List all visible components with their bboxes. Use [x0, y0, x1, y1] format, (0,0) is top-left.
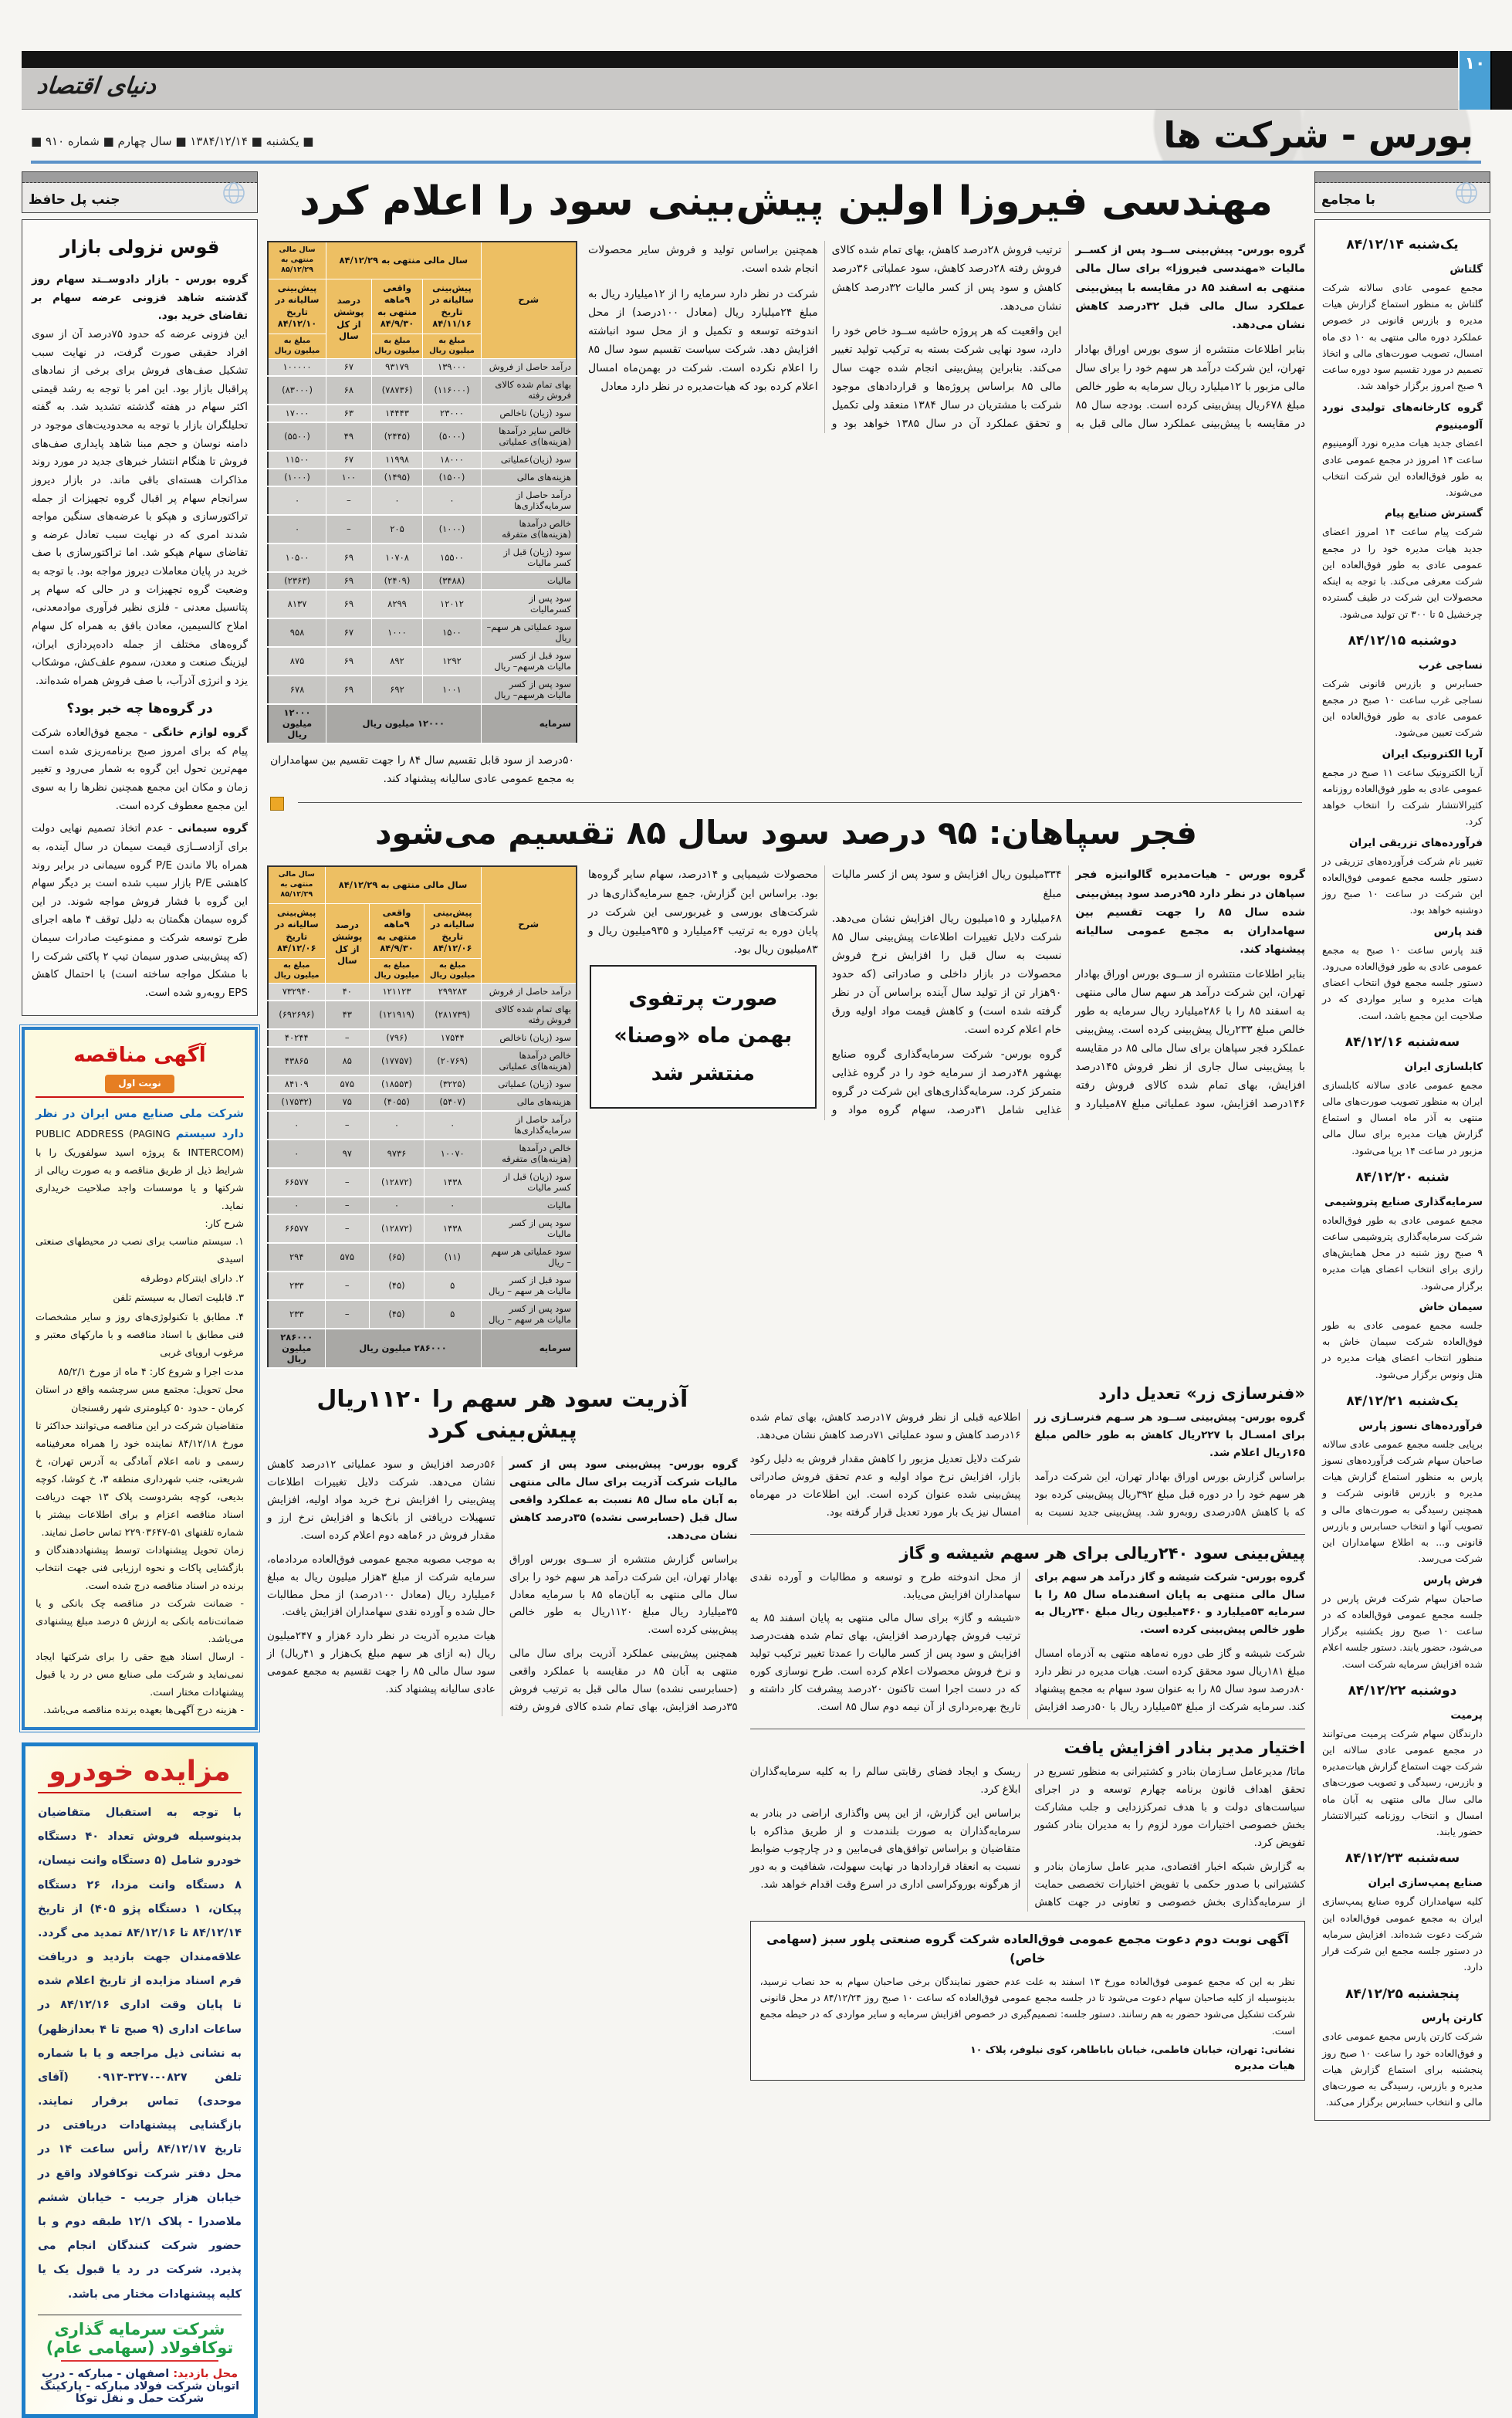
group-note: گروه لوازم خانگی - مجمع فوق‌العاده شرکت پیام که برای امروز صبح برنامه‌ریزی شده است مهم‌ترین تحول این گروه به شمار می‌رود و تغییر زمان و مکان این مجمع همچنین نظرها را به سوی این مجمع معطوف کرده است.: [32, 726, 248, 812]
sidebar-date-header: یک‌شنبه ۸۴/۱۲/۱۴: [1346, 237, 1459, 252]
sidebar-company-name: آریا الکترونیک ایران: [1382, 747, 1483, 760]
content-grid: [0, 171, 1512, 2418]
table-row: درآمد حاصل از فروش ۱۳۹۰۰۰ ۹۳۱۷۹ ۶۷ ۱۰۰۰۰۰: [268, 358, 577, 376]
sidebar-item: [1322, 399, 1483, 501]
polour-body: نظر به این که مجمع عمومی فوق‌العاده مورخ ۱۳ اسفند به علت عدم حضور نمایندگان برخی صاحبان سهام به حد نصاب نرسید، بدینوسیله از کلیه صاحبان سهام دعوت می‌شود تا در جلسه مجمع عمومی فوق‌العاده که ساعت ۱۰ صبح روز ۸۴/۱۲/۲۴ در محل قانونی شرکت تشکیل می‌شود حضور به هم رسانند. دستور جلسه: تصمیم‌گیری در خصوص افزایش سرمایه و سایر مواردی که در حیطه مجمع است.: [759, 1975, 1296, 2037]
azarit-article: [267, 1456, 738, 1716]
shisheh-lede: گروه بورس- شرکت شیشه و گاز درآمد هر سهم برای سال مالی منتهی به پایان اسفندماه سال ۸۵ را با سرمایه ۵۳میلیارد و ۴۶۰میلیون ریال مبلغ ۲۴۰ریال به طور خالص پیش‌بینی کرده است.: [1034, 1570, 1305, 1637]
col-actual-9m: واقعی ۹ماهه منتهی به ۸۴/۹/۳۰: [369, 903, 424, 958]
auction-ad: [22, 1742, 258, 2418]
sidebar-company-name: گلتاش: [1449, 262, 1483, 276]
fajr-row: [267, 865, 1305, 1369]
table-row: سود عملیاتی هر سهم – ریال (۱۱) (۶۵) ۵۷۵ ۲۹۴: [268, 1243, 577, 1272]
article-paragraph: شرکت دلایل تعدیل مزبور را کاهش مقدار فروش به دلیل رکود بازار، افزایش نرخ مواد اولیه و عدم تحقق فروش صادراتی پیش‌بینی شده عنوان کرده است. این اطلاعات در مهرماه امسال نیز یک بار مورد تعدیل قرار گرفته بود.: [749, 1452, 1021, 1519]
sidebar-item-text: حسابرس و بازرس قانونی شرکت نساجی غرب ساعت ۱۰ صبح در مجمع عمومی عادی به طور فوق‌العاده این شرکت تعیین می‌شود.: [1322, 677, 1483, 739]
sidebar-item-text: آریا الکترونیک ساعت ۱۱ صبح در مجمع عمومی عادی به طور فوق‌العاده روزنامه کثیرالانتشار شرکت را انتخاب خواهد کرد.: [1322, 766, 1483, 828]
article-paragraph: این فزونی عرضه که حدود ۷۵درصد آن از سوی افراد حقیقی صورت گرفت، در نهایت سبب تشکیل صف‌های فروش برای برخی از نمادهای پراقبال بازار بود. این امر با توجه به رشد قیمتی اکثر سهام در هفته گذشته تشدید شد. به گفته تحلیلگران بازار با توجه به محدودیت‌های موجود در دامنه نوسان و حجم مبنا شاهد پایداری صف‌های فروش تا هنگام انتشار خبرهای جدید در مورد روند مذاکرات هسته‌ای باقی ماند. در بازار دیروز سرانجام سهام پر اقبال گروه تجهیزات از جمله تراکتورسازی و هپکو با عرضه‌های سنگین مواجه شدند امری که در نهایت سبب تعادل عرضه و تقاضای سهام هپکو شد. اما تراکتورسازی با صف خرید در پایان معاملات دیروز مواجه بود. با توجه به وضعیت گروه تجهیزات و در حالی که سهام پر پتانسیل معدنی - فلزی نظیر فرآوری موادمعدنی، املاح کالسیمین، معادن بافق به همراه کل سهام گروه‌های مختلف از جمله داده‌پردازی ایران، لیزینگ صنعت و معدن، سموم علف‌کش، موشکاب یزد و انرژی آذرآب، با صف فروش همراه شده‌اند.: [32, 327, 248, 687]
tender-intro: PUBLIC ADDRESS (PAGING & INTERCOM) پروژه اسید سولفوریک را با شرایط ذیل از طریق مناقصه و به صورت ریالی از شرکتها و یا موسسات واجد صلاحیت خریداری نماید.: [36, 1128, 244, 1213]
sidebar-company-name: نساجی غرب: [1418, 659, 1483, 672]
firooza-lede: گروه بورس- پیش‌بینی ســود پس از کســر مالیات «مهندسی فیروزا» برای سال مالی منتهی به اسفند ۸۵ در مقایسه با پیش‌بینی عملکرد سال مالی قبل ۳۲درصد کاهش نشان می‌دهد.: [1075, 244, 1305, 331]
article-paragraph: ماتا/ مدیرعامل سـازمان بنادر و کشتیرانی به منظور تسریع در تحقق اهداف قانون برنامه چهارم توسعه و در اجرای سیاست‌های دولت و با هدف تمرکززدایی و جلب مشارکت بخش خصوصی اختیارات مورد لزوم را به مدیران بنادر کشور تفویض کرد.: [1034, 1766, 1305, 1849]
sidebar-company-name: سرمایه‌گذاری صنایع پتروشیمی: [1324, 1195, 1483, 1208]
dateline: ■ یکشنبه ■ ۱۳۸۴/۱۲/۱۴ ■ سال چهارم ■ شماره ۹۱۰ ■: [31, 134, 314, 148]
section-title: بورس - شرکت ها: [1155, 114, 1481, 156]
article-paragraph: «شیشه و گاز» برای سال مالی منتهی به پایان اسفند ۸۵ به ترتیب فروش چهاردرصد افزایش، بهای تمام شده هفت‌درصد افزایش و سود پس از کسر مالیات را عمدتا تغییر ترکیب تولید و نرخ فروش محصولات اعلام کرده است. طرح نوسازی کوره که در دست اجرا است تاکنون ۲۰درصد پیشرفت کار داشته و تاریخ بهره‌برداری از آن نیمه دوم سال ۸۵ است.: [749, 1612, 1021, 1714]
sidebar-date-header: سه‌شنبه ۸۴/۱۲/۱۶: [1345, 1034, 1460, 1050]
sidebar-company-name: پرمیت: [1450, 1709, 1483, 1722]
table-row: سود (زیان) قبل از کسر مالیات ۱۵۵۰۰ ۱۰۷۰۸ ۶۹ ۱۰۵۰۰: [268, 544, 577, 572]
sidebar-company-name: کارتن پارس: [1421, 2012, 1483, 2025]
sidebar-item: [1322, 2010, 1483, 2110]
sidebar-company-name: کابلسازی ایران: [1404, 1060, 1483, 1073]
page-number: ۱۰: [1460, 51, 1492, 110]
sidebar-item-text: صاحبان سهام شرکت فرش پارس در جلسه مجمع عمومی فوق‌العاده که در ساعت ۱۰ صبح روز یکشنبه برگزار می‌شود، حضور یابند. دستور جلسه اعلام شده افزایش سرمایه شرکت است.: [1322, 1592, 1483, 1670]
sidebar-date-header: دوشنبه ۸۴/۱۲/۲۲: [1348, 1682, 1457, 1698]
polour-ad: [750, 1921, 1305, 2081]
table-row: بهای تمام شده کالای فروش رفته (۱۱۶۰۰۰) (۷۸۷۳۶) ۶۸ (۸۳۰۰۰): [268, 376, 577, 405]
sidebar-item-text: کلیه سهامداران گروه صنایع پمپ‌سازی ایران به مجمع عمومی فوق‌العاده این شرکت دعوت شده‌اند. افزایش سرمایه در دستور جلسه مجمع این شرکت قرار دارد.: [1322, 1895, 1483, 1973]
table-row: هزینه‌های مالی (۵۴۰۷) (۴۰۵۵) ۷۵ (۱۷۵۳۲): [268, 1093, 577, 1111]
table-row: درآمد حاصل از سرمایه‌گذاری‌ها ۰ ۰ – ۰: [268, 1111, 577, 1140]
sidebar-item-text: شرکت کارتن پارس مجمع عمومی عادی و فوق‌العاده خود را ساعت ۱۰ صبح روز پنجشنبه برای استماع گزارش هیات مدیره و بازرس، رسیدگی به صورت‌های مالی و انتخاب حسابرس برگزار می‌کند.: [1322, 2030, 1483, 2108]
article-paragraph: شرکت شیشه و گاز طی دوره نه‌ماهه منتهی به آذرماه امسال مبلغ ۱۸۱ریال سود محقق کرده است. هیات مدیره در نظر دارد ۸۰درصد سود سال ۸۵ را به عنوان سود سهام به مجمع پیشنهاد کند. سرمایه شرکت از مبلغ ۵۳میلیارد ریال با ۵۰درصد افزایش از محل اندوخته طرح و توسعه و مطالبات و آورده نقدی سهامداران افزایش می‌یابد.: [749, 1570, 1306, 1714]
tender-scope-label: شرح کار:: [205, 1218, 244, 1231]
sidebar-date-header: سه‌شنبه ۸۴/۱۲/۲۳: [1345, 1851, 1460, 1867]
masthead-black-bar: [22, 51, 1458, 68]
fiscal-group-84: سال مالی منتهی به ۸۴/۱۲/۲۹: [326, 242, 481, 279]
tender-scope-item: ۲. دارای اینترکام دوطرفه: [140, 1273, 244, 1285]
top-bar: [0, 51, 1512, 110]
polour-title: آگهی نوبت دوم دعوت مجمع عمومی فوق‌العاده شرکت گروه صنعتی پلور سبز (سهامی خاص): [766, 1931, 1289, 1966]
bottom-right-group: [750, 1380, 1305, 2081]
rule: [750, 1534, 1305, 1535]
sidebar-item: [1322, 1299, 1483, 1383]
tender-round-badge: نوبت اول: [105, 1075, 174, 1093]
globe-icon: [1451, 181, 1482, 205]
rule: [36, 1096, 244, 1098]
sidebar-item-text: اعضای جدید هیات مدیره نورد آلومینیوم ساعت ۱۴ امروز در مجمع عمومی عادی به طور فوق‌العاده این شرکت انتخاب می‌شوند.: [1322, 437, 1483, 499]
sidebar-item-text: برپایی جلسه مجمع عمومی عادی سالانه صاحبان سهام شرکت فرآورده‌های نسوز پارس به منظور استماع گزارش هیات مدیره و بازرس قانونی شرکت و همچنین رسیدگی به صورت‌های مالی و تصویب آنها و انتخاب حسابرس و بازرس قانونی و... به اطلاع سهامداران این شرکت می‌رسد.: [1322, 1438, 1483, 1565]
sidebar-item-text: جلسه مجمع عمومی عادی به طور فوق‌العاده شرکت سیمان خاش به منظور انتخاب اعضای هیات مدیره در هتل ونوس برگزار می‌شود.: [1322, 1319, 1483, 1380]
col-forecast-84: پیش‌بینی سالیانه در تاریخ ۸۴/۱۱/۱۶: [423, 279, 481, 334]
market-article-box: [22, 219, 258, 1016]
sidebar-item: [1322, 1572, 1483, 1672]
article-paragraph: همچنین پیش‌بینی عملکرد آذریت برای سال مالی منتهی به آبان ۸۵ در مقایسه با عملکرد واقعی (حسابرسی نشده) سال مالی قبل به ترتیب فروش ۳۵درصد افزایش، بهای تمام شده کالای فروش رفته ۵۶درصد افزایش و سود عملیاتی ۱۲درصد کاهش نشان می‌دهد. شرکت دلایل تغییرات اطلاعات پیش‌بینی را افزایش نرخ خرید مواد اولیه، افزایش تسهیلات دریافتی از بانک‌ها و افزایش نرخ ارز و مقدار فروش در ۶ماهه دوم اعلام کرده است.: [267, 1458, 738, 1714]
sidebar-date-header: پنجشنبه ۸۴/۱۲/۲۵: [1345, 1986, 1460, 2002]
market-article-lede: گروه بورس - بازار دادوســتد سهام روز گذشته شاهد فزونی عرضه سهام بر تقاضای خرید بود.: [32, 273, 248, 323]
tender-line: زمان تحویل پیشنهادات توسط پیشنهاددهندگان و بازگشایی پاکات و نحوه ارزیابی فنی جهت انتخاب برنده در اسناد مناقصه درج شده است.: [36, 1544, 244, 1592]
col-coverage: درصد پوشش از کل سال: [326, 279, 372, 358]
fanarsazi-lede: گروه بورس- پیش‌بینی ســود هر سـهم فنرسـازی زر برای امسـال با ۲۲۷ریال کاهش به طور خالص مبلغ ۱۶۵ریال اعلام شد.: [1034, 1410, 1305, 1459]
sidebar-item-text: شرکت پیام ساعت ۱۴ امروز اعضای جدید هیات مدیره خود را در مجمع عمومی عادی به طور فوق‌العاده این شرکت معرفی می‌کند. با توجه به اینکه محصولات این شرکت در طیف گسترده چرخشیل ۵ تا ۳۰۰ تن تولید می‌شود.: [1322, 526, 1483, 620]
banader-article: [750, 1763, 1305, 1912]
col-desc: شرح: [481, 866, 577, 983]
table-row: سود پس از کسر مالیات ۱۴۳۸ (۱۲۸۷۲) – ۶۶۵۷۷: [268, 1214, 577, 1243]
sidebar-date-header: شنبه ۸۴/۱۲/۲۰: [1355, 1169, 1449, 1185]
sidebar-company-name: فرش پارس: [1422, 1573, 1483, 1587]
sidebar-item: [1322, 1194, 1483, 1294]
article-paragraph: بنابر اطلاعات منتشره از سوی بورس اوراق بهادار تهران، این شرکت درآمد هر سهم خود را برای سال مالی مزبور با ۱۲میلیارد ریال سرمایه به طور خالص مبلغ ۶۷۸ریال پیش‌بینی کرده است. بودجه سال ۸۵ در مقایسه با پیش‌بینی عملکرد سال مالی قبل به ترتیب فروش ۲۸درصد کاهش، بهای تمام شده کالای فروش رفته ۲۸درصد کاهش، سود عملیاتی ۳۶درصد کاهش و سود پس از کسر مالیات ۳۲درصد کاهش نشان می‌دهد.: [831, 244, 1306, 431]
firooza-table-col: [267, 241, 577, 788]
headline-fanarsazi: «فنرسازی زر» تعدیل دارد: [1098, 1383, 1305, 1403]
table-row: سود عملیاتی هر سهم– ریال ۱۵۰۰ ۱۰۰۰ ۶۷ ۹۵۸: [268, 618, 577, 647]
headline-azarit: آذریت سود هر سهم را ۱۱۲۰ریال پیش‌بینی کرد: [316, 1385, 688, 1444]
sidebar-company-name: صنایع پمپ‌سازی ایران: [1368, 1877, 1483, 1890]
financial-table: شرح سال مالی منتهی به ۸۴/۱۲/۲۹ سال مالی منتهی به ۸۵/۱۲/۲۹ پیش‌بینی سالیانه در تاریخ ۸۴/۱۲/۰۶ واقعی ۹ماهه منتهی به ۸۴/۹/۳۰ درصد پوشش از کل سال پیش‌بینی سالیانه در تاریخ ۸۴/۱۲/۰۶ مبلغ به میلیون ریال مبلغ به میلیون ریال مبلغ به میلیون ریال درآمد حاصل از فروش ۲۹۹۲۸۳ ۱۲۱۱۲۳ ۴۰ ۷۳۲۹۴۰ بهای تمام شده کالای فروش رفته (۲۸۱۷۳۹) (۱۲۱۹۱۹) ۴۳ (۶۹۲۶۹۶) سود (زیان) ناخالص ۱۷۵۴۴ (۷۹۶) – ۴۰۲۴۴ خالص درآمدها (هزینه‌ها)ی عملیاتی (۲۰۷۶۹) (۱۷۷۵۷) ۸۵ ۴۳۸۶۵ سود (زیان) عملیاتی (۳۲۲۵) (۱۸۵۵۳) ۵۷۵ ۸۴۱۰۹ هزینه‌های مالی (۵۴۰۷) (۴۰۵۵) ۷۵ (۱۷۵۳۲) درآمد حاصل از سرمایه‌گذاری‌ها ۰ ۰ – ۰ خالص درآمدها (هزینه‌ها)ی متفرقه ۱۰۰۷۰ ۹۷۳۶ ۹۷ ۰ سود (زیان) قبل از کسر مالیات ۱۴۳۸ (۱۲۸۷۲) – ۶۶۵۷۷ مالیات ۰ ۰ – ۰ سود پس از کسر مالیات ۱۴۳۸ (۱۲۸۷۲) – ۶۶۵۷۷ سود عملیاتی هر سهم – ریال (۱۱) (۶۵) ۵۷۵ ۲۹۴ سود قبل از کسر مالیات هر سهم – ریال ۵ (۴۵) – ۲۳۳ سود پس از کسر مالیات هر سهم – ریال ۵ (۴۵) – ۲۳۳ سرمایه ۲۸۶۰۰۰ میلیون ریال ۲۸۶۰۰۰ میلیون ریال: [267, 865, 577, 1369]
col-coverage: درصد پوشش از کل سال: [325, 903, 369, 983]
capital-row: سرمایه ۱۲۰۰۰ میلیون ریال ۱۲۰۰۰ میلیون ریال: [268, 704, 577, 743]
article-paragraph: این واقعیت که هر پروژه حاشیه ســود خاص خود را دارد، سود نهایی شرکت بسته به ترکیب تولید تغییر می‌کند. بنابراین پیش‌بینی انجام شده جهت سال مالی ۸۵ براساس پروژه‌ها و قراردادهای موجود شرکت با مشتریان در سال ۱۳۸۴ منعقد ولی تکمیل و تحقق عملکرد آن در سال ۱۳۸۵ خواهد بود و همچنین براساس تولید و فروش سایر محصولات انجام شده است.: [588, 244, 1062, 431]
table-row: خالص درآمدها (هزینه‌ها)ی متفرقه ۱۰۰۷۰ ۹۷۳۶ ۹۷ ۰: [268, 1140, 577, 1168]
title-row: [0, 110, 1512, 159]
auction-company: شرکت سرمایه گذاری توکافولاد (سهامی عام): [46, 2319, 234, 2357]
table-row: سود (زیان)عملیاتی ۱۸۰۰۰ ۱۱۹۹۸ ۶۷ ۱۱۵۰۰: [268, 451, 577, 469]
financial-table: شرح سال مالی منتهی به ۸۴/۱۲/۲۹ سال مالی منتهی به ۸۵/۱۲/۲۹ پیش‌بینی سالیانه در تاریخ ۸۴/۱۱/۱۶ واقعی ۹ماهه منتهی به ۸۴/۹/۳۰ درصد پوشش از کل سال پیش‌بینی سالیانه در تاریخ ۸۴/۱۲/۱۰ مبلغ به میلیون ریال مبلغ به میلیون ریال مبلغ به میلیون ریال درآمد حاصل از فروش ۱۳۹۰۰۰ ۹۳۱۷۹ ۶۷ ۱۰۰۰۰۰ بهای تمام شده کالای فروش رفته (۱۱۶۰۰۰) (۷۸۷۳۶) ۶۸ (۸۳۰۰۰) سود (زیان) ناخالص ۲۳۰۰۰ ۱۴۴۴۳ ۶۳ ۱۷۰۰۰ خالص سایر درآمدها (هزینه‌ها)ی عملیاتی (۵۰۰۰) (۲۴۴۵) ۴۹ (۵۵۰۰) سود (زیان)عملیاتی ۱۸۰۰۰ ۱۱۹۹۸ ۶۷ ۱۱۵۰۰ هزینه‌های مالی (۱۵۰۰) (۱۴۹۵) ۱۰۰ (۱۰۰۰) درآمد حاصل از سرمایه‌گذاری‌ها ۰ ۰ – ۰ خالص درآمدها (هزینه‌ها)ی متفرقه (۱۰۰۰) ۲۰۵ – ۰ سود (زیان) قبل از کسر مالیات ۱۵۵۰۰ ۱۰۷۰۸ ۶۹ ۱۰۵۰۰ مالیات (۳۴۸۸) (۲۴۰۹) ۶۹ (۲۳۶۳) سود پس از کسرمالیات ۱۲۰۱۲ ۸۲۹۹ ۶۹ ۸۱۳۷ سود عملیاتی هر سهم– ریال ۱۵۰۰ ۱۰۰۰ ۶۷ ۹۵۸ سود قبل از کسر مالیات هرسهم– ریال ۱۲۹۲ ۸۹۲ ۶۹ ۸۷۵ سود پس از کسر مالیات هرسهم– ریال ۱۰۰۱ ۶۹۲ ۶۹ ۶۷۸ سرمایه ۱۲۰۰۰ میلیون ریال ۱۲۰۰۰ میلیون ریال: [267, 241, 577, 744]
tender-line: محل تحویل: مجتمع مس سرچشمه واقع در استان کرمان - حدود ۵۰ کیلومتری شهر رفسنجان: [36, 1384, 244, 1414]
sidebar-company-name: فرآورده‌های نسوز پارس: [1358, 1419, 1483, 1432]
newspaper-page: [0, 51, 1512, 2405]
capital-row: سرمایه ۲۸۶۰۰۰ میلیون ریال ۲۸۶۰۰۰ میلیون ریال: [268, 1329, 577, 1368]
article-paragraph: براساس این گزارش، از این پس واگذاری اراضی در بنادر به سرمایه‌گذاران به صورت بلندمدت و از طریق مذاکره با متقاضیان و براساس توافق‌های فی‌مابین و در چارچوب ضوابط نسبت به انعقاد قراردادها در نهایت سهولت، شفافیت و به دور از هرگونه بوروکراسی اداری در اسرع وقت اقدام خواهد شد.: [749, 1807, 1021, 1891]
tender-lines: [36, 1363, 244, 1719]
page-header: [0, 51, 1512, 164]
table-row: خالص درآمدها (هزینه‌ها)ی متفرقه (۱۰۰۰) ۲۰۵ – ۰: [268, 515, 577, 544]
hafez-label: جنب پل حافظ: [29, 192, 120, 208]
blue-rule: [31, 161, 1481, 164]
article-paragraph: هیات مدیره آذریت در نظر دارد ۶هزار و ۲۴۷میلیون ریال (به ازای هر سهم مبلغ یک‌هزار و ۴۱ریال) از سود سال مالی ۸۵ را جهت تقسیم به مجمع عمومی عادی سالیانه پیشنهاد کند.: [267, 1630, 496, 1696]
majame-entries: [1314, 219, 1490, 2121]
sidebar-item: [1322, 1058, 1483, 1159]
shisheh-article: [750, 1569, 1305, 1720]
rule: [38, 1792, 242, 1793]
tender-line: - ارسال اسناد هیچ حقی را برای شرکتها ایجاد نمی‌نماید و شرکت ملی صنایع مس در رد یا قبول پیشنهادات مختار است.: [36, 1651, 244, 1699]
fiscal-group-85: سال مالی منتهی به ۸۵/۱۲/۲۹: [268, 242, 326, 279]
hafez-label-box: [22, 171, 258, 213]
table-row: سود (زیان) عملیاتی (۳۲۲۵) (۱۸۵۵۳) ۵۷۵ ۸۴۱۰۹: [268, 1075, 577, 1093]
fiscal-group-85: سال مالی منتهی به ۸۵/۱۲/۲۹: [268, 866, 325, 903]
groups-subhead: در گروه‌ها چه خبر بود؟: [66, 701, 213, 717]
table-row: درآمد حاصل از فروش ۲۹۹۲۸۳ ۱۲۱۱۲۳ ۴۰ ۷۳۲۹۴۰: [268, 983, 577, 1001]
auction-body: با توجه به استقبال متقاضیان بدینوسیله فروش تعداد ۴۰ دستگاه خودرو شامل (۵ دستگاه وانت نیسان، ۸ دستگاه وانت مزدا، ۲۶ دستگاه پیکان، ۱ دستگاه پژو ۴۰۵) از تاریخ ۸۴/۱۲/۱۴ تا ۸۴/۱۲/۱۶ تمدید می گردد. علاقه‌مندان جهت بازدید و دریافت فرم اسناد مزایده از تاریخ اعلام شده تا پایان وقت اداری ۸۴/۱۲/۱۶ در ساعات اداری (۹ صبح تا ۴ بعدازظهر) به نشانی ذیل مراجعه و یا با شماره تلفن ۰۸۲۷-۳۲۷۰-۰۹۱۳ (آقای موحدی) تماس برقرار نمایند. بازگشایی پیشنهادات دریافتی در تاریخ ۸۴/۱۲/۱۷ رأس ساعت ۱۴ در محل دفتر شرکت توکافولاد واقع در خیابان هزار جریب - خیابان ششم ملاصدرا - پلاک ۱۲/۱ طبقه دوم و با حضور شرکت کنندگان انجام می پذیرد. شرکت در رد یا قبول یک یا کلیه پیشنهادات مختار می باشد.: [38, 1807, 242, 2301]
sidebar-item-text: مجمع عمومی عادی سالانه شرکت گلتاش به منظور استماع گزارش هیات مدیره و بازرس قانونی در خصوص عملکرد دوره مالی منتهی به ۱۰ دی ماه امسال، تصویب صورت‌های مالی و اتخاذ تصمیم در مورد تقسیم سود دوره ساعت ۹ صبح امروز برگزار خواهد شد.: [1322, 281, 1483, 392]
vasna-box: صورت پرتفوی بهمن ماه «وصنا» منتشر شد: [590, 965, 817, 1109]
majame-label: با مجامع: [1321, 192, 1375, 208]
sidebar-item-text: مجمع عمومی عادی سالانه کابلسازی ایران به منظور تصویب صورت‌های مالی منتهی به آذر ماه امسال و استماع گزارش هیات مدیره برای سال مالی مزبور در ساعت ۱۴ برپا می‌شود.: [1322, 1079, 1483, 1157]
polour-signature: هیات مدیره: [1234, 2059, 1295, 2072]
corner-block: [1492, 51, 1512, 110]
azarit-lede: گروه بورس- پیش‌بینی سود پس از کسر مالیات شرکت آذریت برای سال مالی منتهی به آبان ماه سال ۸۵ نسبت به عملکرد واقعی سال قبل (حسابرسی نشده) ۳۵درصد کاهش نشان می‌دهد.: [509, 1458, 738, 1542]
sidebar-company-name: فرآورده‌های تزریقی ایران: [1348, 836, 1483, 849]
firooza-note: ۵۰درصد از سود قابل تقسیم سال ۸۴ را جهت تقسیم بین سهامداران به مجمع عمومی عادی سالیانه پیشنهاد کند.: [270, 754, 574, 785]
masthead-grey-bar: [22, 68, 1458, 110]
col-forecast-85: پیش‌بینی سالیانه در تاریخ ۸۴/۱۲/۰۶: [268, 903, 325, 958]
table-row: سود قبل از کسر مالیات هرسهم– ریال ۱۲۹۲ ۸۹۲ ۶۹ ۸۷۵: [268, 647, 577, 676]
article-paragraph: براساس گزارش منتشره از ســوی بورس اوراق بهادار تهران، این شرکت درآمد هر سهم خود را برای سال مالی منتهی به آبان‌ماه ۸۵ با سرمایه معادل ۳۵میلیارد ریال مبلغ ۱۱۲۰ریال به طور خالص پیش‌بینی کرده است.: [509, 1553, 738, 1637]
sidebar-company-name: گسترش صنایع پیام: [1385, 507, 1483, 520]
globe-icon: [218, 181, 249, 205]
tender-line: متقاضیان شرکت در این مناقصه می‌توانند حداکثر تا مورخ ۸۴/۱۲/۱۸ نماینده خود را همراه معرفینامه رسمی و نامه اعلام آمادگی به آدرس تهران، خ شریعتی، جنب شهرداری منطقه ۳، خ کوشا، کوچه بدیعی، کوچه بشردوست پلاک ۱۳ جهت دریافت اسناد مناقصه اعزام و برای اطلاعات بیشتر با شماره تلفنهای ۵۱-۲۲۹۰۳۶۴۷ تماس حاصل نمایند.: [36, 1420, 244, 1539]
firooza-article: [588, 241, 1305, 433]
majame-label-box: [1314, 171, 1490, 213]
group-name: گروه لوازم خانگی: [152, 726, 248, 740]
article-paragraph: بنابر اطلاعات منتشره از ســوی بورس اوراق بهادار تهران، این شرکت درآمد هر سهم سال مالی منتهی به اسفند ۸۵ را با ۲۸۶میلیارد ریال سرمایه به طور خالص مبلغ ۲۳۳ریال پیش‌بینی کرده است. پیش‌بینی عملکرد فجر سپاهان برای سال مالی ۸۵ در مقایسه با پیش‌بینی سال جاری از نظر فروش ۱۴۵درصد افزایش، بهای تمام شده کالای فروش رفته ۱۴۶درصد افزایش، سود عملیاتی مبلغ ۸۷میلیارد و ۳۳۴میلیون ریال افزایش و سود پس از کسر مالیات مبلغ: [831, 869, 1306, 1111]
sidebar-item: [1322, 261, 1483, 395]
table-row: خالص درآمدها (هزینه‌ها)ی عملیاتی (۲۰۷۶۹) (۱۷۷۵۷) ۸۵ ۴۳۸۶۵: [268, 1047, 577, 1075]
sidebar-date-header: دوشنبه ۸۴/۱۲/۱۵: [1348, 632, 1457, 649]
sidebar-item: [1322, 923, 1483, 1024]
bottom-left-group: [267, 1380, 738, 1716]
firooza-row: [267, 241, 1305, 788]
article-paragraph: ۶۸میلیارد و ۱۵میلیون ریال افزایش نشان می‌دهد. شرکت دلایل تغییرات اطلاعات پیش‌بینی سال ۸۵ نسبت به سال قبل را افزایش نرخ فروش محصولات در بازار داخلی و صادراتی (که حدود ۹۰هزار تن از تولید سال آینده براساس آن در نظر گرفته شده است) و کاهش قیمت مواد اولیه ورق خام اعلام کرده است.: [831, 912, 1062, 1037]
sidebar-item-text: دارندگان سهام شرکت پرمیت می‌توانند در مجمع عمومی عادی سالانه این شرکت جهت استماع گزارش هیات‌مدیره و بازرس، رسیدگی و تصویب صورت‌های مالی سال مالی منتهی به آبان ماه امسال و انتخاب روزنامه کثیرالانتشار حضور یابند.: [1322, 1727, 1483, 1838]
headline-fajr: فجر سپاهان: ۹۵ درصد سود سال ۸۵ تقسیم می‌شود: [375, 814, 1197, 852]
market-article-title: قوس نزولی بازار: [59, 236, 220, 258]
fiscal-group-84: سال مالی منتهی به ۸۴/۱۲/۲۹: [325, 866, 481, 903]
sidebar-majame: [1314, 171, 1490, 2121]
sidebar-item-text: تغییر نام شرکت فرآورده‌های تزریقی در دستور جلسه مجمع عمومی فوق‌العاده این شرکت در ساعت ۱۰ صبح روز دوشنبه خواهد بود.: [1322, 855, 1483, 916]
sidebar-date-header: یک‌شنبه ۸۴/۱۲/۲۱: [1346, 1393, 1459, 1409]
tender-scope-item: ۳. قابلیت اتصال به سیستم تلفن: [113, 1292, 244, 1305]
rule: [61, 2360, 218, 2362]
sidebar-item-text: قند پارس ساعت ۱۰ صبح به مجمع عمومی عادی به طور فوق‌العاده می‌رود. دستور جلسه مجمع فوق انتخاب اعضای هیات مدیره و سایر مواردی که در صلاحیت این مجمع باشد، است.: [1322, 943, 1483, 1021]
main-area: [267, 171, 1305, 2081]
tender-scope-item: ۴. مطابق با تکنولوژی‌های روز و سایر مشخصات فنی مطابق با اسناد مناقصه و با مارکهای معتبر و مرغوب اروپای غربی: [36, 1312, 244, 1360]
sidebar-company-name: سیمان خاش: [1419, 1300, 1483, 1313]
newspaper-logo: دنیای اقتصاد: [36, 73, 157, 100]
col-desc: شرح: [481, 242, 577, 358]
sidebar-item: [1322, 1417, 1483, 1567]
fanarsazi-article: [750, 1409, 1305, 1525]
sidebar-item: [1322, 1874, 1483, 1975]
left-column: [22, 171, 258, 2418]
auction-visit-location: محل بازدید: اصفهان - مبارکه - درب اتوبان شرکت فولاد مبارکه - پارکینگ شرکت حمل و نقل توکا: [39, 2367, 240, 2405]
tender-line: - ضمانت شرکت در مناقصه چک بانکی و یا ضمانت‌نامه بانکی به ارزش ۵ درصد مبلغ پیشنهادی می‌باشد.: [36, 1597, 244, 1645]
bottom-articles: [267, 1380, 1305, 2081]
sidebar-company-name: گروه کارخانه‌های تولیدی نورد آلومینیوم: [1322, 401, 1483, 432]
article-paragraph: براساس گزارش بورس اوراق بهادار تهران، این شرکت درآمد هر سهم خود را در دوره قبل مبلغ ۳۹۲ریال پیش‌بینی کرده بود که با کاهش ۵۸درصدی روبه‌رو شد. پیش‌بینی جدید نسبت به اطلاعیه قبلی از نظر فروش ۱۷درصد کاهش، بهای تمام شده ۱۶درصد کاهش و سود عملیاتی ۷۱درصد کاهش نشان می‌دهد.: [749, 1410, 1306, 1519]
table-row: مالیات ۰ ۰ – ۰: [268, 1197, 577, 1214]
sidebar-item: [1322, 505, 1483, 621]
col-forecast-84: پیش‌بینی سالیانه در تاریخ ۸۴/۱۲/۰۶: [425, 903, 482, 958]
col-actual-9m: واقعی ۹ماهه منتهی به ۸۴/۹/۳۰: [371, 279, 423, 334]
sidebar-item: [1322, 657, 1483, 741]
tender-title: آگهی مناقصه: [73, 1043, 206, 1067]
table-row: سود (زیان) ناخالص ۱۷۵۴۴ (۷۹۶) – ۴۰۲۴۴: [268, 1029, 577, 1047]
headline-banader: اختیار مدیر بنادر افزایش یافت: [1064, 1739, 1305, 1758]
table-row: سود قبل از کسر مالیات هر سهم – ریال ۵ (۴۵) – ۲۳۳: [268, 1272, 577, 1300]
table-row: سود (زیان) قبل از کسر مالیات ۱۴۳۸ (۱۲۸۷۲) – ۶۶۵۷۷: [268, 1168, 577, 1197]
tender-scope-list: [36, 1233, 244, 1362]
tender-ad: [22, 1027, 258, 1731]
group-notes: [32, 724, 248, 1002]
fajr-article: [588, 865, 1305, 1119]
table-row: سود پس از کسر مالیات هر سهم – ریال ۵ (۴۵) – ۲۳۳: [268, 1300, 577, 1329]
tender-line: - هزینه درج آگهی‌ها بعهده برنده مناقصه می‌باشد.: [42, 1705, 244, 1717]
table-row: درآمد حاصل از سرمایه‌گذاری‌ها ۰ ۰ – ۰: [268, 486, 577, 515]
sidebar-item: [1322, 835, 1483, 919]
tender-company: شرکت ملی صنایع مس ایران در نظر دارد سیستم: [36, 1107, 244, 1140]
table-row: مالیات (۳۴۸۸) (۲۴۰۹) ۶۹ (۲۳۶۳): [268, 572, 577, 590]
tender-scope-item: ۱. سیستم مناسب برای نصب در محیطهای صنعتی اسیدی: [36, 1236, 244, 1266]
article-paragraph: به گزارش شبکه اخبار اقتصادی، مدیر عامل سازمان بنادر و کشتیرانی با صدور حکمی با تفویض اختیارات تخصصی حمایت از سرمایه‌گذاری بخش خصوصی و تعاونی در جهت کاهش ریسک و ایجاد فضای رقابتی سالم را به کلیه سرمایه‌گذاران ابلاغ کرد.: [749, 1766, 1305, 1908]
fajr-table-col: [267, 865, 577, 1369]
table-row: خالص سایر درآمدها (هزینه‌ها)ی عملیاتی (۵۰۰۰) (۲۴۴۵) ۴۹ (۵۵۰۰): [268, 422, 577, 451]
group-note: گروه سیمانی - عدم اتخاذ تصمیم نهایی دولت برای آزادســازی قیمت سیمان در سال آینده، به همراه بالا ماندن P/E گروه سیمانی در برابر روند کاهشی P/E بازار سبب شده است بر دیگر سهام این گروه با فشار فروش مواجه شوند. در این گروه سیمان هگمتان به دلیل توقف ۴ ماهه اجرای طرح توسعه شرکت و ممنوعیت صادرات سیمان (که پیش‌بینی صدور سیمان تیپ ۲ پاکتی شرکت را با مشکل مواجه ساخته است) با احتمال کاهش EPS روبه‌رو شده است.: [32, 822, 248, 999]
tender-line: مدت اجرا و شروع کار: ۴ ماه از مورخ ۸۵/۲/۱: [58, 1366, 244, 1379]
table-row: سود پس از کسرمالیات ۱۲۰۱۲ ۸۲۹۹ ۶۹ ۸۱۳۷: [268, 590, 577, 618]
article-paragraph: گروه بورس- شرکت سرمایه‌گذاری گروه صنایع بهشهر ۴۸درصد از سرمایه خود را در گروه غذایی متمرکز کرد. سرمایه‌گذاری‌های این شرکت در گروه غذایی شامل ۳۱درصد، سهام گروه مواد و محصولات شیمیایی و ۱۴درصد، سهام سایر گروه‌ها بود. براساس این گزارش، جمع سرمایه‌گذاری‌ها در شرکت‌های بورسی و غیربورسی این شرکت در پایان دوره به ترتیب ۶۴میلیارد و ۹۳۵میلیون ریال و ۸۳میلیون ریال بود.: [588, 869, 1062, 1117]
table-row: سود (زیان) ناخالص ۲۳۰۰۰ ۱۴۴۴۳ ۶۳ ۱۷۰۰۰: [268, 405, 577, 422]
section-divider: [298, 802, 1302, 803]
group-name: گروه سیمانی: [177, 822, 248, 835]
article-paragraph: به موجب مصوبه مجمع عمومی فوق‌العاده مردادماه، سرمایه شرکت از مبلغ ۳هزار میلیون ریال به مبلغ ۶میلیارد ریال (معادل ۱۰۰درصد) از محل مطالبات حال شده و آورده نقدی سهامداران افزایش یافت.: [267, 1553, 496, 1619]
table-row: سود پس از کسر مالیات هرسهم– ریال ۱۰۰۱ ۶۹۲ ۶۹ ۶۷۸: [268, 676, 577, 704]
headline-firooza: مهندسی فیروزا اولین پیش‌بینی سود را اعلام کرد: [299, 178, 1273, 225]
table-row: بهای تمام شده کالای فروش رفته (۲۸۱۷۳۹) (۱۲۱۹۱۹) ۴۳ (۶۹۲۶۹۶): [268, 1001, 577, 1029]
sidebar-company-name: قند پارس: [1433, 925, 1483, 938]
fajr-lede: گروه بورس - هیات‌مدیره گالوانیزه فجر سپاهان در نظر دارد ۹۵درصد سود پیش‌بینی شده سال ۸۵ را جهت تقسیم بین سهامداران به مجمع عمومی سالیانه پیشنهاد کند.: [1075, 869, 1305, 956]
headline-shisheh: پیش‌بینی سود ۲۴۰ریالی برای هر سهم شیشه و گاز: [899, 1543, 1305, 1563]
auction-title: مزایده خودرو: [49, 1756, 231, 1788]
polour-address: نشانی: تهران، خیابان فاطمی، خیابان باباطاهر، کوی نیلوفر، پلاک ۱۰: [970, 2043, 1295, 2055]
sidebar-item-text: مجمع عمومی عادی به طور فوق‌العاده شرکت سرمایه‌گذاری پتروشیمی ساعت ۹ صبح روز شنبه در محل همایش‌های رازی برای انتخاب اعضای هیات مدیره برگزار می‌شود.: [1322, 1214, 1483, 1292]
sidebar-item: [1322, 1707, 1483, 1841]
table-row: هزینه‌های مالی (۱۵۰۰) (۱۴۹۵) ۱۰۰ (۱۰۰۰): [268, 469, 577, 486]
col-forecast-85: پیش‌بینی سالیانه در تاریخ ۸۴/۱۲/۱۰: [268, 279, 326, 334]
sidebar-item: [1322, 746, 1483, 830]
article-paragraph: شرکت در نظر دارد سرمایه را از ۱۲میلیارد ریال به مبلغ ۲۴میلیارد ریال (معادل ۱۰۰درصد) از محل اندوخته توسعه و تکمیل و از محل سود انباشته افزایش دهد. شرکت سیاست تقسیم سود سال ۸۵ را اعلام نکرده است. شرکت در بهمن‌ماه امسال اعلام کرده بود که هیات‌مدیره در نظر دارد معادل: [588, 287, 818, 393]
